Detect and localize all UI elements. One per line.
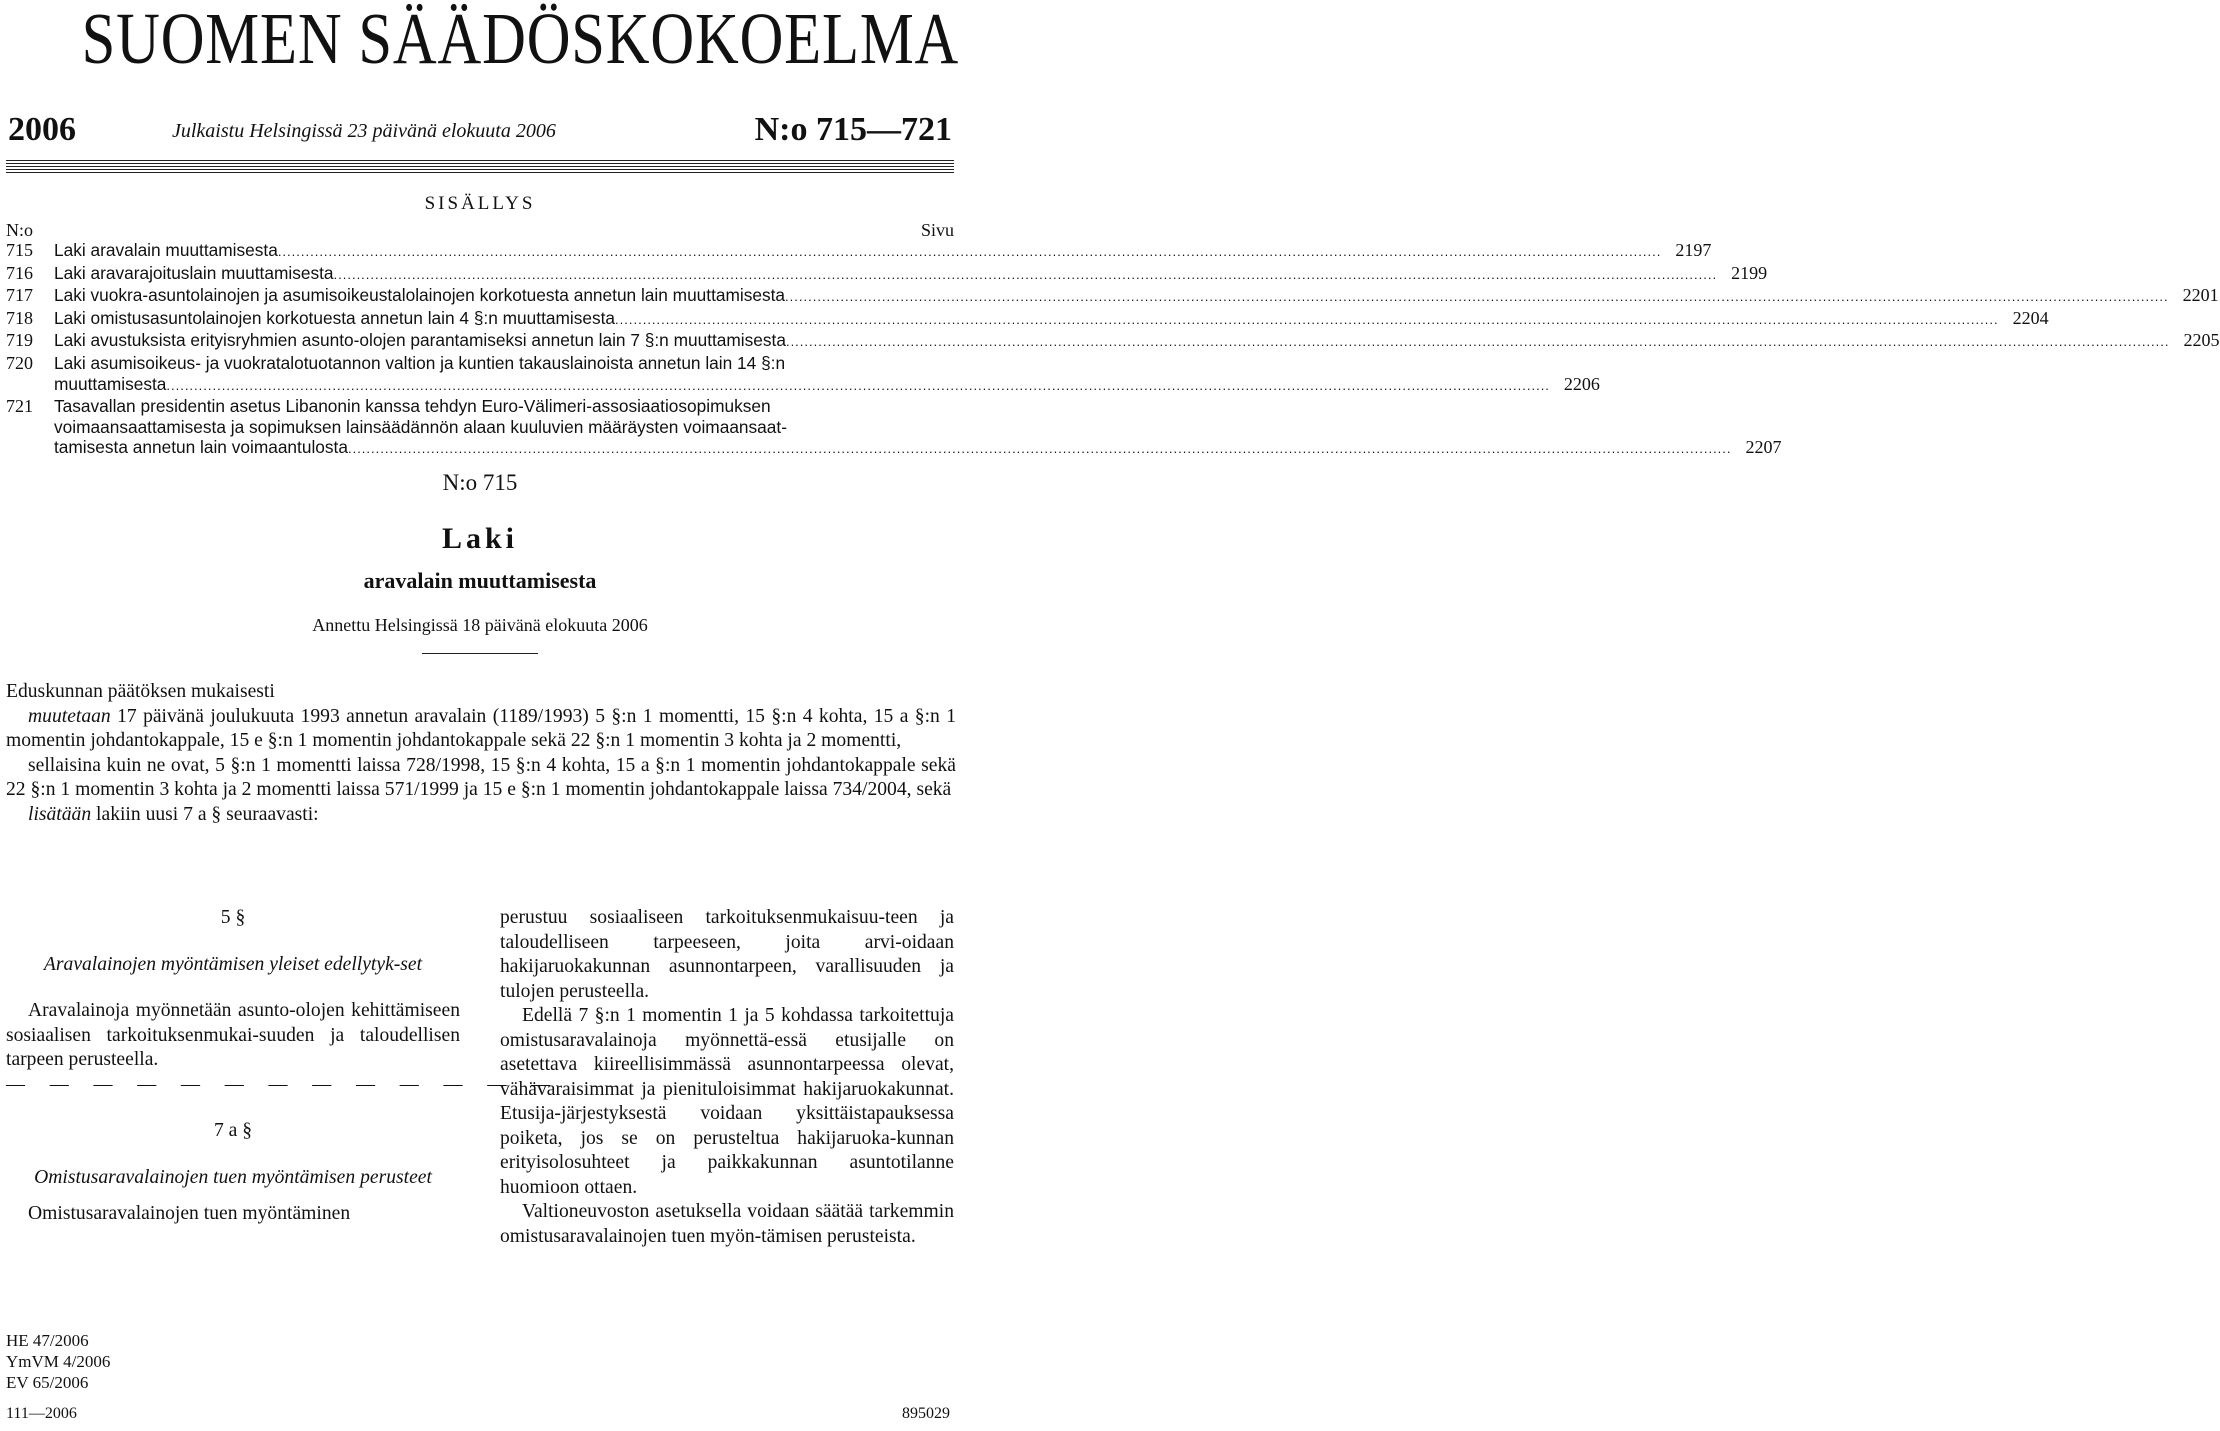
publication-date: Julkaistu Helsingissä 23 päivänä elokuuta 2006	[172, 120, 556, 142]
toc-entry-page: 2201	[2182, 285, 2219, 306]
preamble-previous: sellaisina kuin ne ovat, 5 §:n 1 momentti laissa 728/1998, 15 §:n 4 kohta, 15 a §:n 1 momentin johdantokappale sekä 22 §:n 1 momentin 3 kohta ja 2 momentti laissa 571/1999 ja 15 e §:n 1 momentin johdantokappale laissa 734/2004, sekä	[6, 754, 956, 800]
toc-leader-dots: ............................................................................................................................................................................................................................................................................................................	[785, 334, 2170, 350]
right-column	[500, 906, 954, 1249]
issue-year: 2006	[8, 111, 76, 148]
toc-entry-page: 2207	[1745, 437, 1782, 458]
footer-code: 111—2006	[6, 1405, 77, 1422]
legislative-references	[6, 1330, 110, 1393]
toc-entry-number: 719	[6, 330, 33, 351]
toc-leader-dots: ............................................................................................................................................................................................................................................................................................................	[333, 266, 1718, 282]
toc-entry-page: 2204	[2012, 307, 2049, 328]
toc-entry-title: tamisesta annetun lain voimaantulosta	[54, 437, 348, 458]
toc-entry	[6, 240, 1712, 263]
section-5-heading: Aravalainojen myöntämisen yleiset edellytyk-set	[43, 953, 423, 975]
toc-entry-title: Laki asumisoikeus- ja vuokratalotuotannon valtion ja kuntien takauslainoista annetun lain 14 §:n	[54, 352, 786, 373]
preamble-intro: Eduskunnan päätöksen mukaisesti	[6, 681, 275, 702]
ref-ymvm: YmVM 4/2006	[6, 1352, 111, 1371]
toc-leader-dots: ............................................................................................................................................................................................................................................................................................................	[347, 441, 1732, 457]
preamble-add: lisätään lakiin uusi 7 a § seuraavasti:	[28, 803, 319, 825]
toc-entry-title: voimaansaattamisesta ja sopimuksen lainsäädännön alaan kuuluvien määräysten voimaansaat-	[54, 416, 787, 437]
toc-entry	[6, 262, 1768, 286]
footer-number: 895029	[902, 1405, 950, 1422]
toc-entry	[6, 352, 1600, 396]
toc-entry-page: 2206	[1563, 373, 1600, 394]
toc-entry-number: 716	[6, 262, 33, 283]
toc-entry-number: 718	[6, 307, 33, 328]
toc-entry	[6, 307, 2049, 331]
toc-entry-title: Laki avustuksista erityisryhmien asunto-olojen parantamiseksi annetun lain 7 §:n muuttamisesta	[54, 330, 786, 351]
toc-entry-title: Laki aravarajoituslain muuttamisesta	[54, 262, 334, 283]
toc-leader-dots: ............................................................................................................................................................................................................................................................................................................	[615, 311, 1999, 327]
toc-col-page: Sivu	[920, 220, 954, 240]
divider	[422, 653, 538, 654]
toc-entry-number: 715	[6, 240, 33, 260]
omission-dashes: — — — — — — — — — — — — —	[6, 1073, 560, 1095]
toc-leader-dots: ............................................................................................................................................................................................................................................................................................................	[277, 244, 1662, 259]
preamble	[6, 680, 956, 827]
toc-entry-number: 720	[6, 352, 33, 373]
toc-entry	[6, 330, 2220, 353]
toc-entry-number: 717	[6, 285, 33, 306]
section-7a-para-2: Edellä 7 §:n 1 momentin 1 ja 5 kohdassa tarkoitettuja omistusaravalainoja myönnettä-essä etusijalle on asetettava kiireellisimmässä asunnontarpeessa olevat, vähävaraisimmat ja pienituloisimmat hakijaruokakunnat. Etusija-järjestyksestä voidaan yksittäistapauksessa poiketa, jos se on perusteltua hakijaruoka-kunnan erityisolosuhteet ja paikkakunnan asuntotilanne huomioon ottaen.	[500, 1005, 954, 1198]
toc-leader-dots: ............................................................................................................................................................................................................................................................................................................	[785, 289, 2169, 305]
toc-title: SISÄLLYS	[424, 193, 536, 214]
section-5-text: Aravalainoja myönnetään asunto-olojen kehittämiseen sosiaalisen tarkoituksenmukai-suuden ja taloudellisen tarpeen perusteella.	[6, 1000, 460, 1070]
toc-entry-page: 2199	[1731, 262, 1768, 283]
act-type: Laki	[441, 522, 519, 555]
toc-entry	[6, 396, 1782, 460]
masthead-title: SUOMEN SÄÄDÖSKOKOELMA	[81, 0, 960, 79]
section-7a-text-cont: perustuu sosiaaliseen tarkoituksenmukaisuu-teen ja taloudelliseen tarpeeseen, joita arvi-oidaan hakijaruokakunnan asunnontarpeen, varallisuuden ja tulojen perusteella.	[500, 907, 954, 1002]
section-7a-number: 7 a §	[213, 1120, 253, 1141]
table-of-contents	[6, 240, 2220, 460]
toc-col-no: N:o	[6, 220, 33, 240]
preamble-amend: muutetaan 17 päivänä joulukuuta 1993 annetun aravalain (1189/1993) 5 §:n 1 momentti, 15 §:n 4 kohta, 15 a §:n 1 momentin johdantokappale, 15 e §:n 1 momentin johdantokappale sekä 22 §:n 1 momentin 3 kohta ja 2 momentti,	[6, 705, 956, 751]
act-title: aravalain muuttamisesta	[363, 568, 597, 593]
ref-he: HE 47/2006	[6, 1331, 89, 1350]
issue-numbers: N:o 715—721	[754, 111, 952, 148]
act-date: Annettu Helsingissä 18 päivänä elokuuta 2006	[312, 615, 648, 635]
toc-entry-page: 2197	[1675, 240, 1712, 260]
toc-entry-number: 721	[6, 396, 33, 417]
header-rules	[6, 160, 954, 175]
toc-entry	[6, 285, 2219, 308]
section-7a-text: Omistusaravalainojen tuen myöntäminen	[28, 1203, 351, 1224]
ref-ev: EV 65/2006	[6, 1373, 89, 1392]
section-7a-para-3: Valtioneuvoston asetuksella voidaan säätää tarkemmin omistusaravalainojen tuen myön-tämisen perusteista.	[500, 1201, 954, 1247]
toc-entry-title: Laki aravalain muuttamisesta	[54, 240, 278, 260]
act-number: N:o 715	[442, 470, 518, 495]
section-5-number: 5 §	[220, 907, 246, 928]
toc-entry-title: Laki vuokra-asuntolainojen ja asumisoikeustalolainojen korkotuesta annetun lain muuttamisesta	[54, 285, 786, 306]
left-column	[6, 906, 560, 1227]
toc-entry-title: muuttamisesta	[54, 373, 167, 394]
toc-entry-title: Laki omistusasuntolainojen korkotuesta annetun lain 4 §:n muuttamisesta	[54, 307, 616, 328]
section-7a-heading: Omistusaravalainojen tuen myöntämisen perusteet	[34, 1166, 432, 1188]
toc-entry-title: Tasavallan presidentin asetus Libanonin kanssa tehdyn Euro-Välimeri-assosiaatiosopimuksen	[54, 396, 771, 417]
toc-leader-dots: ............................................................................................................................................................................................................................................................................................................	[166, 377, 1550, 393]
toc-entry-page: 2205	[2183, 330, 2220, 351]
